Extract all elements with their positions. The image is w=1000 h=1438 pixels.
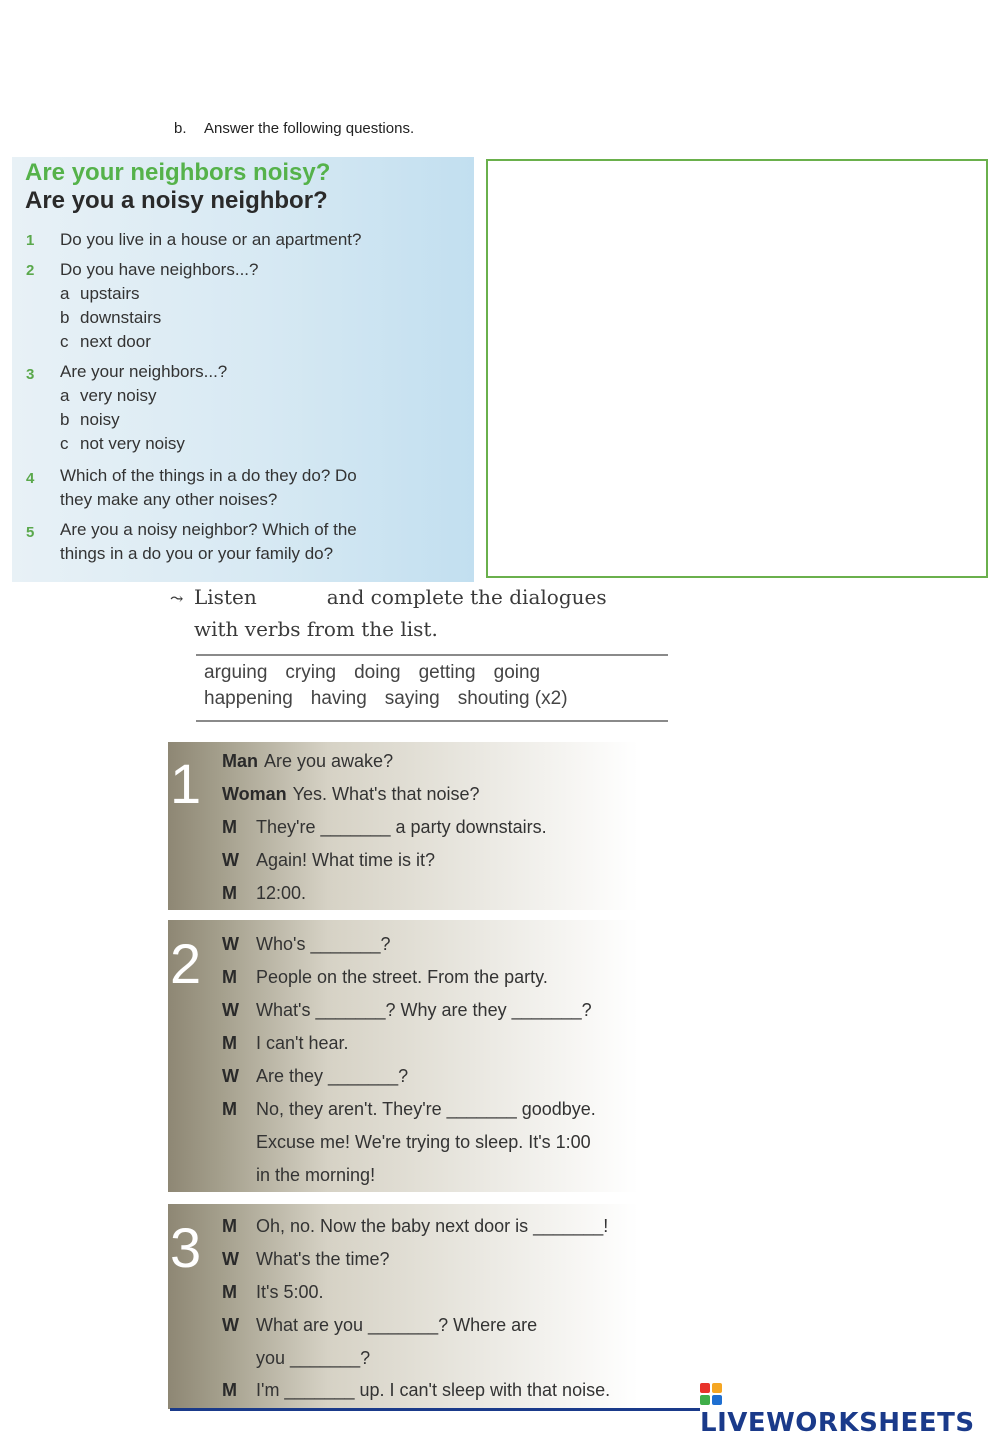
dialogue-line: Woman Yes. What's that noise? [222, 784, 480, 804]
dialogue-line: M Oh, no. Now the baby next door is _______! [222, 1216, 609, 1236]
instruction [174, 120, 414, 137]
dialogue-panel-3 [168, 1204, 668, 1409]
dialogue-panel-1 [168, 742, 668, 910]
dialogue-line: M No, they aren't. They're _______ goodbye. [222, 1099, 596, 1119]
word-row [204, 662, 558, 684]
liveworksheets-logo[interactable] [700, 1378, 1000, 1438]
question-text: they make any other noises? [60, 490, 278, 509]
audio-icon: ⤳ [170, 589, 184, 608]
question-text: things in a do you or your family do? [60, 544, 334, 563]
word-list-box [196, 654, 668, 722]
dialogue-line: W What's _______? Why are they _______? [222, 1000, 592, 1020]
dialogue-line: you _______? [256, 1348, 371, 1368]
word-row [204, 688, 586, 710]
question-number: 3 [26, 366, 35, 383]
dialogue-panel-2 [168, 920, 668, 1192]
word: doing [354, 662, 401, 683]
dialogue-line: M I can't hear. [222, 1033, 349, 1053]
listening-text-c: with verbs from the list. [194, 617, 438, 641]
instruction-text: Answer the following questions. [204, 120, 415, 137]
dialogue-line: M 12:00. [222, 883, 307, 903]
quiz-title-2: Are you a noisy neighbor? [25, 187, 328, 214]
footer-rule [170, 1408, 700, 1411]
dialogue-line: M They're _______ a party downstairs. [222, 817, 547, 837]
dialogue-line: W What are you _______? Where are [222, 1315, 538, 1335]
word: arguing [204, 662, 268, 683]
listening-text-a: Listen [194, 585, 257, 609]
question-option: c not very noisy [60, 434, 185, 453]
question-option: a very noisy [60, 386, 157, 405]
answer-textbox[interactable] [486, 159, 988, 578]
question-text: Are you a noisy neighbor? Which of the [60, 520, 357, 539]
word: having [310, 688, 367, 709]
word: going [493, 662, 541, 683]
question-number: 5 [26, 524, 35, 541]
dialogue-line: W Who's _______? [222, 934, 391, 954]
quiz-title-1: Are your neighbors noisy? [25, 159, 331, 186]
question-option: a upstairs [60, 284, 140, 303]
logo-text: LIVEWORKSHEETS [700, 1408, 975, 1438]
word: getting [418, 662, 476, 683]
dialogue-number: 2 [170, 932, 202, 995]
dialogue-line: Excuse me! We're trying to sleep. It's 1:00 [256, 1132, 591, 1152]
dialogue-number: 3 [170, 1216, 202, 1279]
question-number: 2 [26, 262, 35, 279]
question-text: Are your neighbors...? [60, 362, 228, 381]
question-text: Do you live in a house or an apartment? [60, 230, 362, 249]
question-number: 1 [26, 232, 35, 249]
word: saying [384, 688, 440, 709]
quiz-panel [12, 157, 474, 582]
dialogue-line: M It's 5:00. [222, 1282, 324, 1302]
question-text: Which of the things in a do they do? Do [60, 466, 357, 485]
question-text: Do you have neighbors...? [60, 260, 259, 279]
dialogue-line: W What's the time? [222, 1249, 390, 1269]
dialogue-number: 1 [170, 752, 202, 815]
listening-text-b: and complete the dialogues [326, 585, 607, 609]
instruction-label: b. [174, 120, 187, 137]
dialogue-line: M I'm _______ up. I can't sleep with that noise. [222, 1380, 611, 1400]
question-option: b noisy [60, 410, 120, 429]
question-number: 4 [26, 470, 35, 487]
dialogue-line: W Again! What time is it? [222, 850, 436, 870]
word: shouting (x2) [457, 688, 568, 709]
dialogue-line: W Are they _______? [222, 1066, 409, 1086]
dialogue-line: Man Are you awake? [222, 751, 394, 771]
word: crying [285, 662, 337, 683]
question-option: b downstairs [60, 308, 162, 327]
listening-instruction [170, 582, 607, 644]
word: happening [204, 688, 293, 709]
logo-mark-icon [700, 1383, 722, 1405]
question-option: c next door [60, 332, 151, 351]
dialogue-line: in the morning! [256, 1165, 376, 1185]
dialogue-line: M People on the street. From the party. [222, 967, 548, 987]
